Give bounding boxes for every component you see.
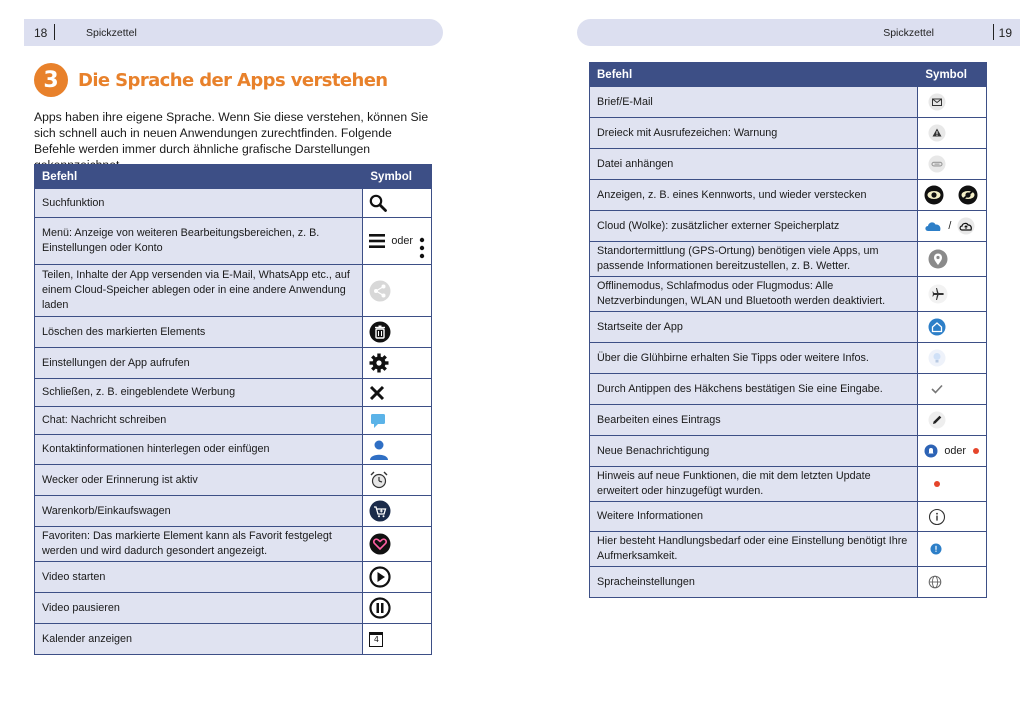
gear-icon xyxy=(369,353,389,373)
command-text: Warenkorb/Einkaufswagen xyxy=(35,496,363,527)
alert-icon xyxy=(930,543,942,555)
command-text: Brief/E-Mail xyxy=(590,87,918,118)
cart-icon xyxy=(369,500,391,522)
table-row xyxy=(590,242,987,277)
chapter-number-badge: 3 xyxy=(34,63,68,97)
table-row xyxy=(35,348,432,379)
command-text: Dreieck mit Ausrufezeichen: Warnung xyxy=(590,118,918,149)
intro-paragraph: Apps haben ihre eigene Sprache. Wenn Sie diese verstehen, können Sie sich schnell auch in neuen Anwendungen zurechtfinden. Folgende Befehle werden immer durch ähnliche grafische Darstellungen xyxy=(34,110,429,156)
notification-icon xyxy=(924,444,938,458)
check-icon xyxy=(928,380,946,398)
command-table-right xyxy=(589,62,987,598)
command-text: Schließen, z. B. eingeblendete Werbung xyxy=(35,379,363,407)
table-row xyxy=(590,87,987,118)
symbol-connector-text: / xyxy=(948,219,952,232)
running-title: Spickzettel xyxy=(883,26,934,39)
symbol-connector-text: oder xyxy=(944,444,966,457)
table-row xyxy=(35,407,432,435)
command-text: Über die Glühbirne erhalten Sie Tipps oder weitere Infos. xyxy=(590,343,918,374)
attachment-icon xyxy=(928,155,946,173)
table-row xyxy=(35,562,432,593)
column-header-symbol: Symbol xyxy=(363,165,432,189)
command-text: Durch Antippen des Häkchens bestätigen Sie eine Eingabe. xyxy=(590,374,918,405)
table-row xyxy=(590,502,987,532)
more-vert-icon xyxy=(419,237,425,259)
table-row xyxy=(590,343,987,374)
alarm-icon xyxy=(369,470,389,490)
table-row xyxy=(590,312,987,343)
command-text: Weitere Informationen xyxy=(590,502,918,532)
table-row xyxy=(590,374,987,405)
command-text: Datei anhängen xyxy=(590,149,918,180)
table-row xyxy=(590,211,987,242)
dot-icon xyxy=(933,480,941,488)
table-row xyxy=(590,277,987,312)
table-row xyxy=(590,467,987,502)
command-text: Video pausieren xyxy=(35,593,363,624)
calendar-day: 4 xyxy=(373,634,379,644)
mail-icon xyxy=(928,93,946,111)
close-icon xyxy=(369,385,385,401)
table-row xyxy=(35,527,432,562)
command-text: Wecker oder Erinnerung ist aktiv xyxy=(35,465,363,496)
table-row xyxy=(590,436,987,467)
column-header-symbol: Symbol xyxy=(918,63,987,87)
command-text: Chat: Nachricht schreiben xyxy=(35,407,363,435)
eye-icon xyxy=(924,185,944,205)
pencil-icon xyxy=(928,411,946,429)
table-header-row xyxy=(590,63,987,87)
table-row xyxy=(35,317,432,348)
command-text: Löschen des markierten Elements xyxy=(35,317,363,348)
location-icon xyxy=(928,249,948,269)
command-table-left xyxy=(34,164,432,655)
heart-icon xyxy=(369,533,391,555)
info-icon xyxy=(928,508,946,526)
table-row xyxy=(35,435,432,465)
chapter-heading xyxy=(34,63,388,97)
command-text: Neue Benachrichtigung xyxy=(590,436,918,467)
cloud-icon xyxy=(924,219,942,233)
command-text: Kalender anzeigen xyxy=(35,624,363,655)
search-icon xyxy=(369,194,387,212)
eye-hidden-icon xyxy=(958,185,978,205)
trash-icon xyxy=(369,321,391,343)
contact-icon xyxy=(369,439,389,461)
command-text: Bearbeiten eines Eintrags xyxy=(590,405,918,436)
command-text: Hier besteht Handlungsbedarf oder eine Einstellung benötigt Ihre Aufmerksamkeit. xyxy=(590,532,918,567)
table-row xyxy=(35,624,432,655)
chapter-title: Die Sprache der Apps verstehen xyxy=(78,69,388,91)
command-text: Anzeigen, z. B. eines Kennworts, und wieder verstecken xyxy=(590,180,918,211)
page-number: 18 xyxy=(34,25,48,40)
table-row xyxy=(590,567,987,598)
cloud-upload-icon xyxy=(957,217,975,235)
table-row xyxy=(35,465,432,496)
command-text: Kontaktinformationen hinterlegen oder einfügen xyxy=(35,435,363,465)
column-header-command: Befehl xyxy=(35,165,363,189)
table-row xyxy=(35,379,432,407)
command-text: Hinweis auf neue Funktionen, die mit dem letzten Update erweitert oder hinzugefügt wurden. xyxy=(590,467,918,502)
play-icon xyxy=(369,566,391,588)
table-row xyxy=(35,189,432,218)
table-row xyxy=(590,405,987,436)
globe-icon xyxy=(928,575,942,589)
running-title: Spickzettel xyxy=(86,26,137,39)
command-text: Offlinemodus, Schlafmodus oder Flugmodus: Alle Netzverbindungen, WLAN und Bluetooth werden deaktiviert. xyxy=(590,277,918,312)
command-text: Einstellungen der App aufrufen xyxy=(35,348,363,379)
menu-icon xyxy=(369,233,385,249)
command-text: Standortermittlung (GPS-Ortung) benötigen viele Apps, um passende Informationen bereitzustellen, z. B. Wetter. xyxy=(590,242,918,277)
command-text: Menü: Anzeige von weiteren Bearbeitungsbereichen, z. B. Einstellungen oder Konto xyxy=(35,218,363,265)
command-text: Teilen, Inhalte der App versenden via E-Mail, WhatsApp etc., auf einem Cloud-Speicher ablegen oder in eine andere Anwendung laden xyxy=(35,265,363,317)
column-header-command: Befehl xyxy=(590,63,918,87)
table-row xyxy=(590,118,987,149)
pause-icon xyxy=(369,597,391,619)
running-header-right xyxy=(577,19,1020,46)
chat-icon xyxy=(369,412,387,430)
red-dot-icon xyxy=(972,447,980,455)
table-header-row xyxy=(35,165,432,189)
command-text: Favoriten: Das markierte Element kann als Favorit festgelegt werden und wird dadurch gesondert angezeigt. xyxy=(35,527,363,562)
warning-icon xyxy=(928,124,946,142)
running-header-left xyxy=(24,19,443,46)
calendar-icon xyxy=(369,632,383,647)
symbol-connector-text: oder xyxy=(391,234,413,247)
table-row xyxy=(35,265,432,317)
table-row xyxy=(35,593,432,624)
home-icon xyxy=(928,318,946,336)
bulb-icon xyxy=(928,349,946,367)
table-row xyxy=(35,218,432,265)
command-text: Startseite der App xyxy=(590,312,918,343)
table-row xyxy=(590,149,987,180)
table-row xyxy=(590,180,987,211)
table-row xyxy=(35,496,432,527)
share-icon xyxy=(369,280,391,302)
page-number: 19 xyxy=(998,25,1012,40)
command-text: Cloud (Wolke): zusätzlicher externer Speicherplatz xyxy=(590,211,918,242)
command-text: Spracheinstellungen xyxy=(590,567,918,598)
table-row xyxy=(590,532,987,567)
command-text: Suchfunktion xyxy=(35,189,363,218)
airplane-icon xyxy=(928,284,948,304)
command-text: Video starten xyxy=(35,562,363,593)
